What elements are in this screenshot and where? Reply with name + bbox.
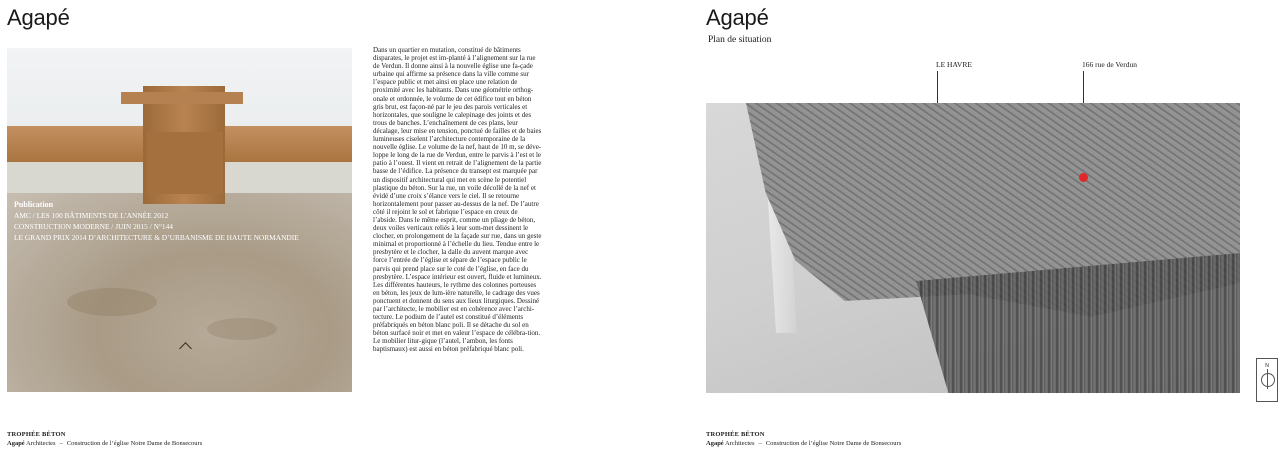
map-label-address: 166 rue de Verdun [1082,60,1138,69]
site-marker-icon [1079,173,1088,182]
footer-firm-suffix: Architectes [25,440,56,447]
photo-chair-arm [121,92,243,104]
publication-line: CONSTRUCTION MODERNE / JUIN 2015 / N°144 [14,222,173,231]
north-arrow-icon [1256,358,1278,402]
page-title: Agapé [706,5,769,30]
footer-separator: – [758,440,762,447]
compass-ring [1261,373,1275,387]
footer-separator: – [59,440,63,447]
publication-line: AMC / LES 100 BÂTIMENTS DE L’ANNÉE 2012 [14,211,169,220]
footer-line [7,439,202,448]
map-label-city: LE HAVRE [936,60,972,69]
footer-firm-suffix: Architectes [724,440,755,447]
project-description: Dans un quartier en mutation, constitué de bâtiments disparates, le projet est im-planté à l’alignement sur la rue de Verdun. Il donne ainsi à la nouvelle église une fa-çade urbaine qui affirme sa présence dans la ville comme sur l’espace public et met ainsi en place une relation de proximité avec les habitants. Dans une géométrie orthog-onale et ordonnée, le volume de cet édifice tout en béton gris brut, est façon-né par le jeu des parois verticales et horizontales, que souligne le calepinage des joints et des trous de banches. L’enchaînement de ces plans, leur décalage, leur mise en tension, ponctué de failles et de baies lumineuses ciselent l’architecture contemporaine de la nouvelle église. Le volume de la nef, haut de 10 m, se déve-loppe le long de la rue de Verdun, entre le parvis à l’est et le patio à l’ouest. Il vient en retrait de l’alignement de la partie basse de l’édifice. La présence du transept est marquée par un dispositif architectural qui met en scène le potentiel plastique du béton. Sur la rue, un voile décollé de la nef et évidé d’une croix s’élance vers le ciel. Il se retourne horizontalement pour passer au-dessus de la nef. De l’autre côté il rejoint le sol et fabrique l’espace en creux de l’abside. Dans le même esprit, comme un pliage de béton, deux voiles verticaux reliés à leur som-met dessinent le clocher, en prolongement de la façade sur rue, dans un geste minimal et proportionné à l’échelle du lieu. Tendue entre le presbytère et le clocher, la dalle du auvent marque avec force l’entrée de l’église et sépare de l’espace public le parvis qui prend place sur le coté de l’église, en face du presbytère. L’espace intérieur est ouvert, fluide et lumineux. Les différentes hauteurs, le rythme des colonnes porteuses en béton, les jeux de lum-ière naturelle, le cadrage des vues ponctuent et donnent du sens aux lieux liturgiques. Dessiné par l’architecte, le mobilier est en cohérence avec l’archi-tecture. Le podium de l’autel est constitué d’éléments préfabriqués en béton blanc poli. Il se détache du sol en béton surfacé noir et met en valeur l’espace de célébra-tion. Le mobilier litur-gique (l’autel, l’ambon, les fonts baptismaux) est aussi en béton préfabriqué blanc poli. [373,46,542,354]
footer-firm: Agapé [706,440,724,447]
page-title: Agapé [7,5,70,30]
publication-heading: Publication [14,200,54,209]
footer-project: Construction de l’église Notre Dame de Bonsecours [66,440,203,447]
page-footer [7,430,202,448]
footer-project: Construction de l’église Notre Dame de Bonsecours [765,440,902,447]
compass-needle [1267,369,1268,389]
aerial-site-map [706,103,1240,393]
footer-kicker: TROPHÉE BÉTON [706,431,765,438]
footer-line [706,439,901,448]
right-page [640,0,1280,471]
photo-floor-stain [67,288,157,316]
compass-north-letter: N [1265,363,1269,369]
footer-kicker: TROPHÉE BÉTON [7,431,66,438]
publication-line: LE GRAND PRIX 2014 D’ARCHITECTURE & D’URBANISME DE HAUTE NORMANDIE [14,233,299,242]
photo-chair-seat [147,132,223,194]
photo-floor-stain [207,318,277,340]
page-footer [706,430,901,448]
page-subtitle: Plan de situation [708,35,772,45]
footer-firm: Agapé [7,440,25,447]
publication-block [14,199,299,243]
